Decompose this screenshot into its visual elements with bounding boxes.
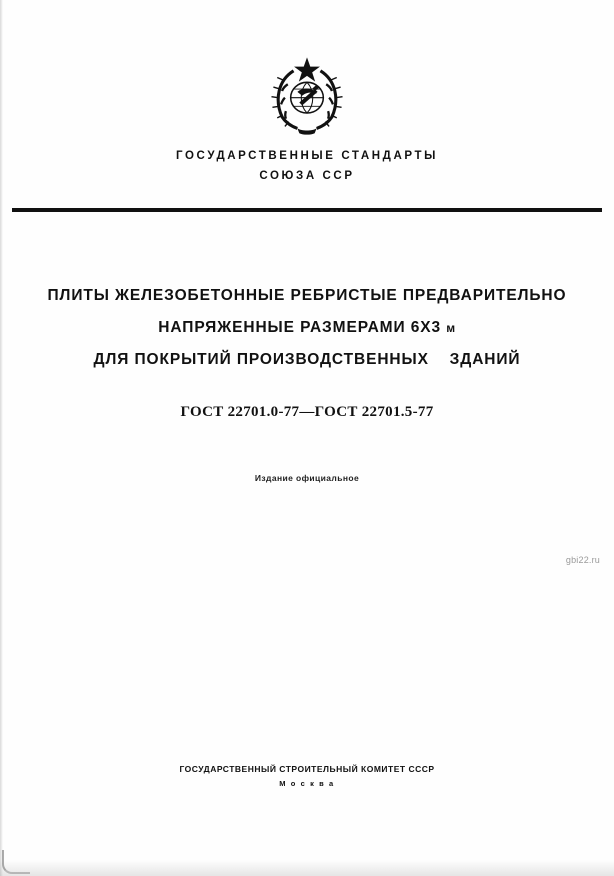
scan-edge-bottom	[0, 860, 614, 876]
footer-publisher: ГОСУДАРСТВЕННЫЙ СТРОИТЕЛЬНЫЙ КОМИТЕТ СССР	[179, 764, 435, 775]
footer-city: М о с к в а	[279, 779, 335, 788]
official-edition-note: Издание официальное	[254, 473, 360, 483]
document-header	[0, 148, 614, 187]
header-divider-rule	[12, 208, 602, 212]
title-line-2-unit: м	[446, 320, 456, 335]
title-line-2-main: НАПРЯЖЕННЫЕ РАЗМЕРАМИ 6Х3	[158, 318, 447, 336]
header-line-union: СОЮЗА ССР	[259, 169, 355, 182]
title-line-1: ПЛИТЫ ЖЕЛЕЗОБЕТОННЫЕ РЕБРИСТЫЕ ПРЕДВАРИТЕЛЬНО	[47, 287, 567, 304]
title-line-3: ДЛЯ ПОКРЫТИЙ ПРОИЗВОДСТВЕННЫХ ЗДАНИЙ	[93, 350, 521, 368]
title-line-2	[0, 312, 614, 344]
document-footer	[0, 761, 614, 788]
watermark-text: gbi22.ru	[565, 555, 600, 565]
scan-corner-artifact	[2, 850, 30, 874]
ussr-state-emblem-icon	[259, 42, 355, 138]
emblem-container	[0, 42, 614, 138]
header-line-standards: ГОСУДАРСТВЕННЫЕ СТАНДАРТЫ	[176, 150, 438, 162]
document-title	[0, 280, 614, 375]
gost-code: ГОСТ 22701.0-77—ГОСТ 22701.5-77	[180, 404, 434, 420]
